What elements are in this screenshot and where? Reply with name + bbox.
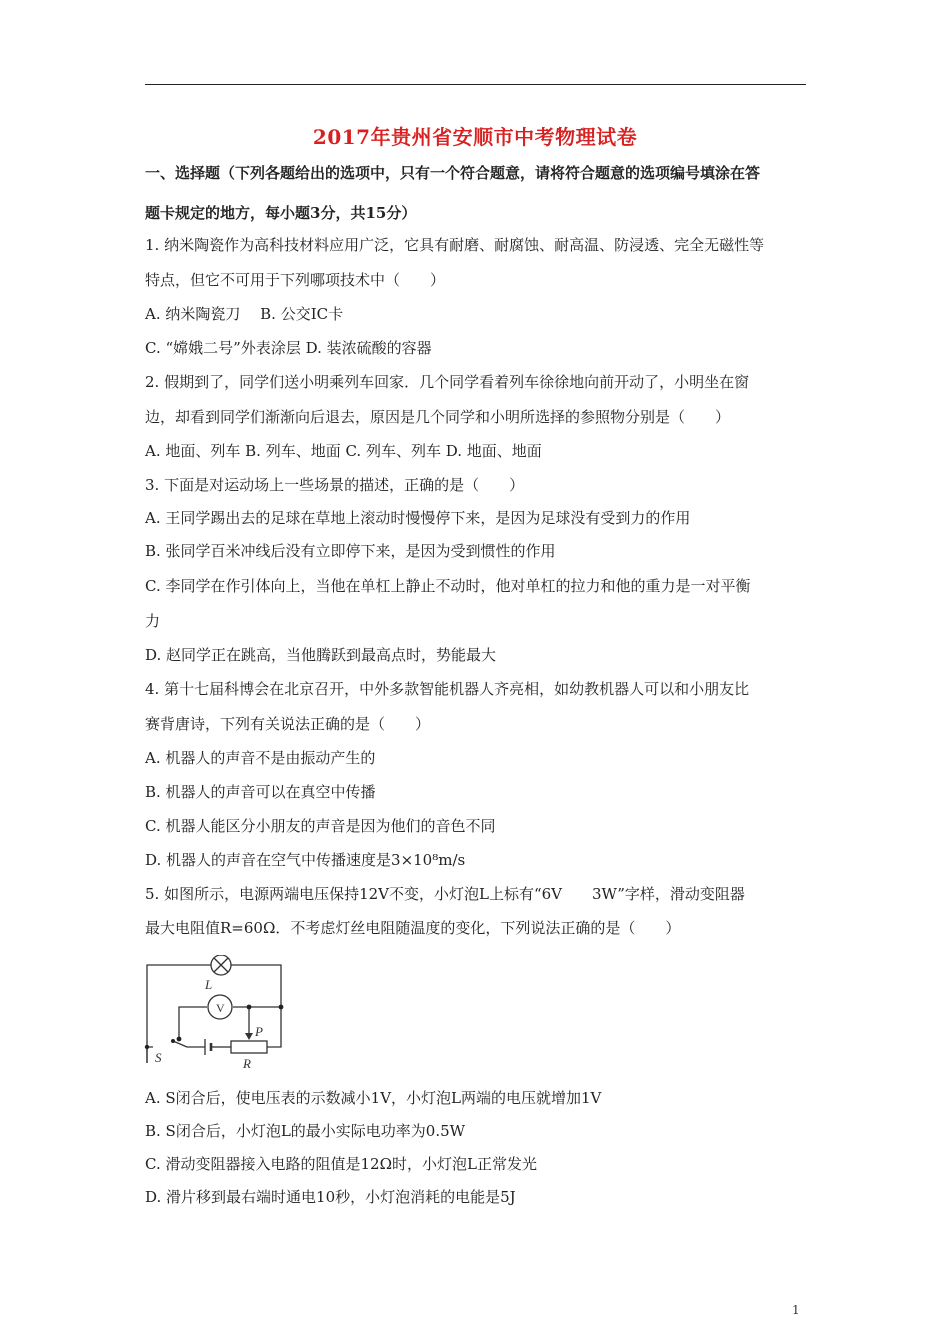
q1-option-ab: A. 纳米陶瓷刀 B. 公交IC卡 — [145, 305, 344, 323]
q5-option-b: B. S闭合后，小灯泡L的最小实际电功率为0.5W — [145, 1122, 466, 1140]
q5-option-d: D. 滑片移到最右端时通电10秒，小灯泡消耗的电能是5J — [145, 1188, 516, 1206]
q4-option-d: D. 机器人的声音在空气中传播速度是3×10⁸m/s — [145, 851, 466, 869]
switch-label: S — [155, 1050, 162, 1065]
q3-stem: 3. 下面是对运动场上一些场景的描述，正确的是（ ） — [145, 476, 525, 494]
q4-option-a: A. 机器人的声音不是由振动产生的 — [145, 749, 376, 767]
section-heading-line2: 题卡规定的地方，每小题3分，共15分） — [145, 204, 417, 222]
page-title: 2017年贵州省安顺市中考物理试卷 — [312, 125, 638, 149]
q4-stem-line1: 4. 第十七届科博会在北京召开，中外多款智能机器人齐亮相，如幼教机器人可以和小朋友比 — [145, 680, 750, 698]
page-number: 1 — [792, 1303, 800, 1317]
q3-option-c: C. 李同学在作引体向上，当他在单杠上静止不动时，他对单杠的拉力和他的重力是一对平衡 — [145, 577, 751, 595]
q2-stem-line2: 边，却看到同学们渐渐向后退去，原因是几个同学和小明所选择的参照物分别是（ ） — [145, 408, 731, 426]
q2-stem-line1: 2. 假期到了，同学们送小明乘列车回家．几个同学看着列车徐徐地向前开动了，小明坐在窗 — [145, 373, 750, 391]
slider-label: P — [255, 1024, 263, 1039]
q3-option-b: B. 张同学百米冲线后没有立即停下来，是因为受到惯性的作用 — [145, 542, 556, 560]
q3-option-c-cont: 力 — [145, 612, 161, 630]
q3-option-a: A. 王同学踢出去的足球在草地上滚动时慢慢停下来，是因为足球没有受到力的作用 — [145, 509, 691, 527]
resistor-label: R — [243, 1056, 251, 1071]
q4-stem-line2: 赛背唐诗，下列有关说法正确的是（ ） — [145, 715, 431, 733]
q1-stem-line2: 特点，但它不可用于下列哪项技术中（ ） — [145, 271, 446, 289]
q1-stem-line1: 1. 纳米陶瓷作为高科技材料应用广泛，它具有耐磨、耐腐蚀、耐高温、防浸透、完全无磁性等 — [145, 236, 765, 254]
q1-option-cd: C. “嫦娥二号”外表涂层 D. 装浓硫酸的容器 — [145, 339, 432, 357]
q5-option-a: A. S闭合后，使电压表的示数减小1V，小灯泡L两端的电压就增加1V — [145, 1089, 602, 1107]
q5-option-c: C. 滑动变阻器接入电路的阻值是12Ω时，小灯泡L正常发光 — [145, 1155, 537, 1173]
q4-option-c: C. 机器人能区分小朋友的声音是因为他们的音色不同 — [145, 817, 496, 835]
q2-options: A. 地面、列车 B. 列车、地面 C. 列车、列车 D. 地面、地面 — [145, 442, 542, 460]
voltmeter-label: V — [216, 1001, 225, 1015]
q3-option-d: D. 赵同学正在跳高，当他腾跃到最高点时，势能最大 — [145, 646, 497, 664]
section-heading-line1: 一、选择题（下列各题给出的选项中，只有一个符合题意，请将符合题意的选项编号填涂在答 — [145, 164, 761, 182]
q5-stem-line2: 最大电阻值R=60Ω．不考虑灯丝电阻随温度的变化，下列说法正确的是（ ） — [145, 919, 681, 937]
q5-stem-line1: 5. 如图所示，电源两端电压保持12V不变，小灯泡L上标有“6V 3W”字样，滑动变阻器 — [145, 885, 745, 903]
q4-option-b: B. 机器人的声音可以在真空中传播 — [145, 783, 376, 801]
lamp-label: L — [205, 977, 213, 992]
header-rule — [145, 84, 806, 85]
circuit-diagram — [143, 955, 291, 1073]
